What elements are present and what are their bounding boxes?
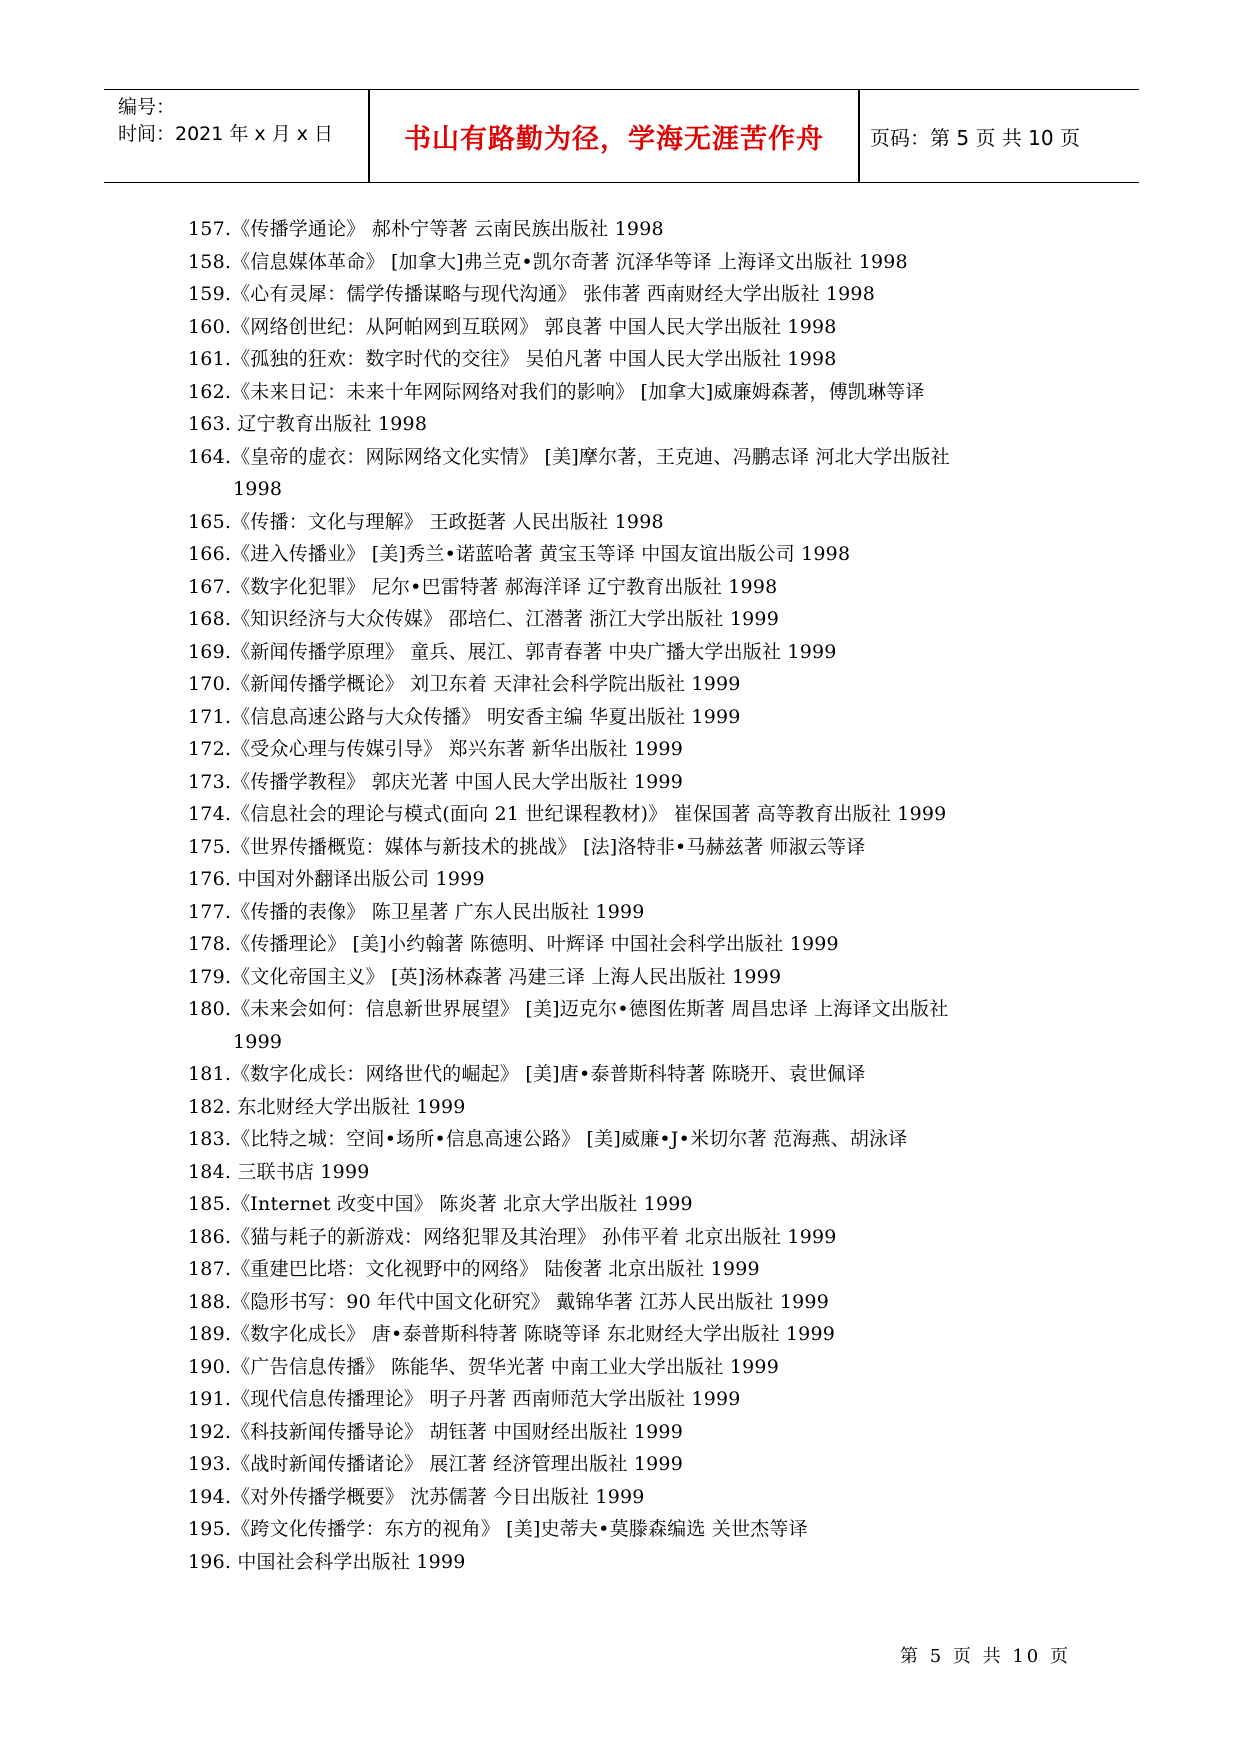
reference-line: 158.《信息媒体革命》 [加拿大]弗兰克•凯尔奇著 沉泽华等译 上海译文出版社 1998 [188,250,908,273]
reference-line: 186.《猫与耗子的新游戏：网络犯罪及其治理》 孙伟平着 北京出版社 1999 [188,1225,837,1248]
reference-line: 179.《文化帝国主义》 [英]汤林森著 冯建三译 上海人民出版社 1999 [188,965,782,988]
reference-line: 193.《战时新闻传播诸论》 展江著 经济管理出版社 1999 [188,1453,683,1475]
reference-line: 171.《信息高速公路与大众传播》 明安香主编 华夏出版社 1999 [188,705,741,728]
reference-line: 189.《数字化成长》 唐•泰普斯科特著 陈晓等译 东北财经大学出版社 1999 [188,1323,836,1345]
reference-line: 191.《现代信息传播理论》 明子丹著 西南师范大学出版社 1999 [188,1388,741,1410]
header-motto: 书山有路勤为径，学海无涯苦作舟 [404,123,824,155]
reference-line: 173.《传播学教程》 郭庆光著 中国人民大学出版社 1999 [188,770,683,793]
reference-line: 172.《受众心理与传媒引导》 郑兴东著 新华出版社 1999 [188,738,683,760]
reference-line: 181.《数字化成长：网络世代的崛起》 [美]唐•泰普斯科特著 陈晓开、袁世佩译 [188,1063,866,1085]
reference-line: 166.《进入传播业》 [美]秀兰•诺蓝哈著 黄宝玉等译 中国友谊出版公司 1998 [188,543,851,565]
reference-line: 194.《对外传播学概要》 沈苏儒著 今日出版社 1999 [188,1485,645,1508]
header-time: 时间：2021 年 x 月 x 日 [118,123,334,145]
reference-line: 195.《跨文化传播学：东方的视角》 [美]史蒂夫•莫滕森编选 关世杰等译 [188,1518,808,1540]
reference-line: 163. 辽宁教育出版社 1998 [188,413,428,435]
reference-line: 1999 [233,1030,283,1053]
header-divider [858,90,860,182]
reference-line: 161.《孤独的狂欢：数字时代的交往》 吴伯凡著 中国人民大学出版社 1998 [188,348,837,370]
reference-list [188,213,1088,1578]
reference-line: 1998 [233,478,283,500]
reference-line: 176. 中国对外翻译出版公司 1999 [188,868,485,890]
reference-line: 187.《重建巴比塔：文化视野中的网络》 陆俊著 北京出版社 1999 [188,1258,760,1280]
reference-line: 196. 中国社会科学出版社 1999 [188,1550,466,1573]
page-footer: 第 5 页 共 10 页 [900,1646,1071,1667]
reference-line: 178.《传播理论》 [美]小约翰著 陈德明、叶辉译 中国社会科学出版社 1999 [188,933,839,955]
reference-line: 190.《广告信息传播》 陈能华、贺华光著 中南工业大学出版社 1999 [188,1355,779,1378]
reference-line: 180.《未来会如何：信息新世界展望》 [美]迈克尔•德图佐斯著 周昌忠译 上海译文出版社 [188,998,949,1020]
reference-line: 177.《传播的表像》 陈卫星著 广东人民出版社 1999 [188,900,645,923]
reference-line: 159.《心有灵犀：儒学传播谋略与现代沟通》 张伟著 西南财经大学出版社 1998 [188,283,875,305]
reference-line: 182. 东北财经大学出版社 1999 [188,1095,466,1118]
reference-line: 165.《传播：文化与理解》 王政挺著 人民出版社 1998 [188,510,664,533]
reference-line: 168.《知识经济与大众传媒》 邵培仁、江潜著 浙江大学出版社 1999 [188,608,779,630]
reference-line: 169.《新闻传播学原理》 童兵、展江、郭青春著 中央广播大学出版社 1999 [188,640,837,663]
reference-line: 183.《比特之城：空间•场所•信息高速公路》 [美]威廉•J•米切尔著 范海燕、胡泳译 [188,1128,908,1150]
reference-line: 192.《科技新闻传播导论》 胡钰著 中国财经出版社 1999 [188,1420,683,1443]
reference-line: 170.《新闻传播学概论》 刘卫东着 天津社会科学院出版社 1999 [188,673,741,695]
reference-line: 174.《信息社会的理论与模式(面向 21 世纪课程教材)》 崔保国著 高等教育出版社 1999 [188,803,947,825]
reference-line: 157.《传播学通论》 郝朴宁等著 云南民族出版社 1998 [188,218,664,240]
header-page-number: 页码：第 5 页 共 10 页 [870,125,1080,150]
reference-line: 167.《数字化犯罪》 尼尔•巴雷特著 郝海洋译 辽宁教育出版社 1998 [188,575,778,598]
reference-line: 188.《隐形书写：90 年代中国文化研究》 戴锦华著 江苏人民出版社 1999 [188,1290,829,1313]
reference-line: 160.《网络创世纪：从阿帕网到互联网》 郭良著 中国人民大学出版社 1998 [188,315,837,338]
header-number: 编号： [118,96,176,118]
header-info [118,94,358,148]
reference-line: 164.《皇帝的虚衣：网际网络文化实情》 [美]摩尔著，王克迪、冯鹏志译 河北大学出版社 [188,445,951,468]
header-table [104,89,1139,183]
reference-line: 175.《世界传播概览：媒体与新技术的挑战》 [法]洛特非•马赫兹著 师淑云等译 [188,835,866,858]
reference-line: 184. 三联书店 1999 [188,1160,370,1183]
reference-line: 162.《未来日记：未来十年网际网络对我们的影响》 [加拿大]威廉姆森著，傅凯琳等译 [188,380,925,403]
reference-line: 185.《Internet 改变中国》 陈炎著 北京大学出版社 1999 [188,1193,693,1215]
